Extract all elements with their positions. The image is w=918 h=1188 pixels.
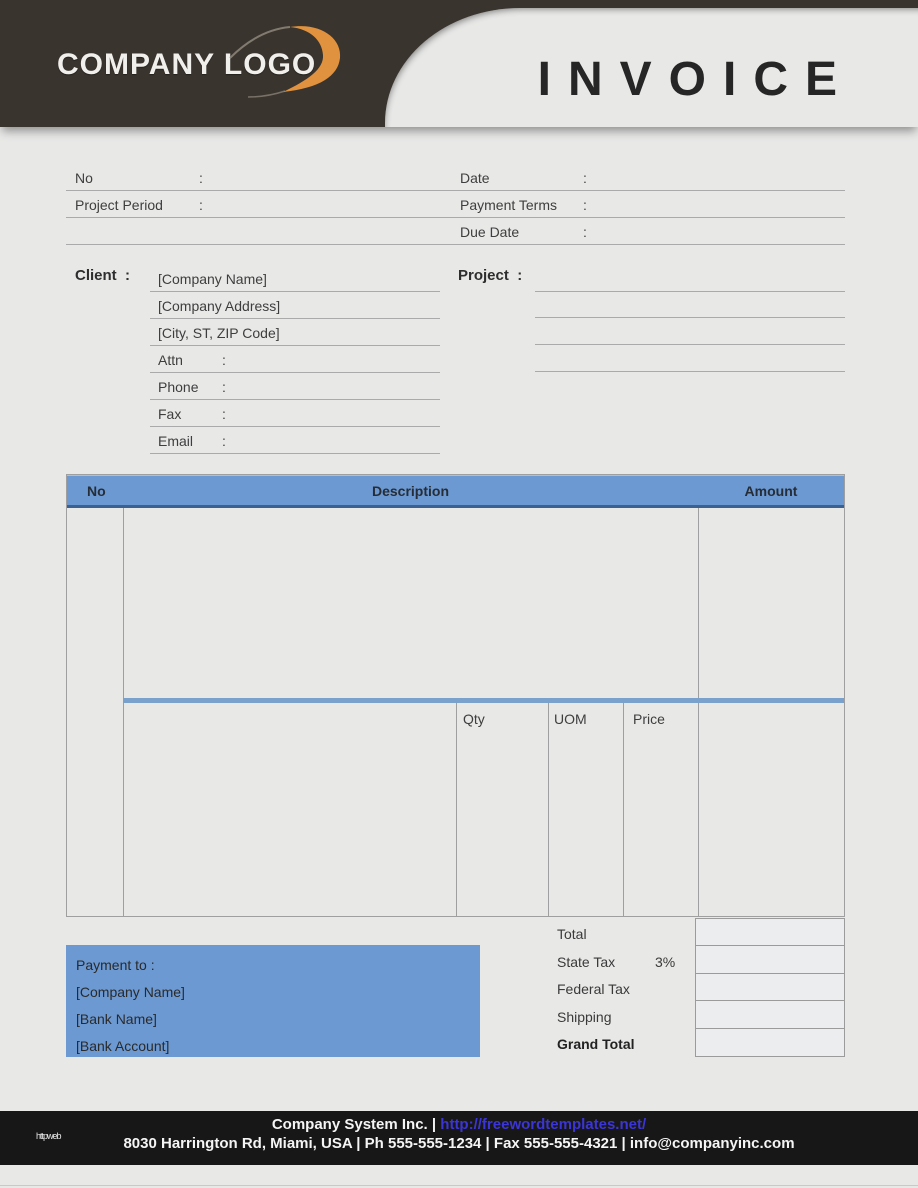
column-header-amount: Amount [744,483,798,499]
uom-cell[interactable] [549,725,623,916]
total-value-box[interactable] [695,918,845,946]
client-company-address-field[interactable] [150,293,440,319]
email-label: Email [158,433,194,449]
shipping-value-box[interactable] [695,1001,845,1029]
watermark-text: httpweb [36,1131,61,1141]
payment-bank-name: [Bank Name] [76,1011,157,1027]
invoice-title: INVOICE [537,53,854,106]
items-table-header [67,475,844,508]
footer-company-line [0,1116,918,1133]
email-colon: : [222,433,226,449]
client-company-name-text: [Company Name] [158,271,267,287]
attn-colon: : [222,352,226,368]
column-header-description: Description [371,483,449,499]
project-heading: Project : [458,267,523,284]
project-field-line[interactable] [535,371,845,372]
due-date-colon: : [583,224,587,240]
payment-to-box [66,945,480,1057]
client-fax-field[interactable] [150,401,440,427]
state-tax-label: State Tax [557,954,616,970]
description-sub-cell[interactable] [124,703,456,916]
logo-swoosh-icon [228,12,373,102]
grand-total-label: Grand Total [557,1036,635,1052]
fax-label: Fax [158,406,182,422]
column-header-uom: UOM [554,711,587,727]
payment-company-name: [Company Name] [76,984,185,1000]
payment-to-heading: Payment to : [76,957,155,973]
no-colon: : [199,170,203,186]
totals-boxes [695,918,845,1057]
client-city-field[interactable] [150,320,440,346]
client-company-name-field[interactable] [150,266,440,292]
fax-colon: : [222,406,226,422]
amount-cell[interactable] [699,508,845,916]
payment-terms-colon: : [583,197,587,213]
footer-separator: | [431,1116,437,1133]
footer-company-name: Company System Inc. [271,1116,428,1133]
company-logo-text: COMPANY LOGO [57,48,317,81]
federal-tax-label: Federal Tax [557,981,630,997]
price-cell[interactable] [624,725,698,916]
meta-row-no-date[interactable] [66,165,845,191]
page-bottom-divider [0,1185,918,1186]
footer-bar [0,1111,918,1165]
qty-cell[interactable] [457,725,548,916]
total-label: Total [557,926,587,942]
due-date-label: Due Date [460,224,520,240]
date-colon: : [583,170,587,186]
project-field-line[interactable] [535,291,845,292]
column-header-qty: Qty [463,711,485,727]
payment-bank-account: [Bank Account] [76,1038,170,1054]
no-label: No [75,170,93,186]
column-header-no: No [87,483,106,499]
project-period-label: Project Period [75,197,163,213]
client-attn-field[interactable] [150,347,440,373]
client-city-text: [City, ST, ZIP Code] [158,325,280,341]
payment-terms-label: Payment Terms [460,197,557,213]
client-email-field[interactable] [150,428,440,454]
client-company-address-text: [Company Address] [158,298,281,314]
client-phone-field[interactable] [150,374,440,400]
meta-row-due-date[interactable] [66,219,845,245]
date-label: Date [460,170,490,186]
shipping-label: Shipping [557,1009,612,1025]
attn-label: Attn [158,352,183,368]
meta-row-period-terms[interactable] [66,192,845,218]
federal-tax-value-box[interactable] [695,974,845,1002]
items-table [66,474,845,917]
client-heading: Client : [75,267,131,284]
item-no-cell[interactable] [67,508,123,916]
state-tax-value-box[interactable] [695,946,845,974]
footer-address-line: 8030 Harrington Rd, Miami, USA | Ph 555-555-1234 | Fax 555-555-4321 | info@companyinc.com [123,1135,795,1152]
column-header-price: Price [633,711,665,727]
description-cell[interactable] [124,508,698,698]
project-field-line[interactable] [535,344,845,345]
project-field-line[interactable] [535,317,845,318]
state-tax-rate: 3% [655,954,676,970]
grand-total-value-box[interactable] [695,1029,845,1057]
phone-label: Phone [158,379,199,395]
footer-template-link[interactable]: http://freewordtemplates.net/ [440,1116,647,1133]
project-period-colon: : [199,197,203,213]
phone-colon: : [222,379,226,395]
